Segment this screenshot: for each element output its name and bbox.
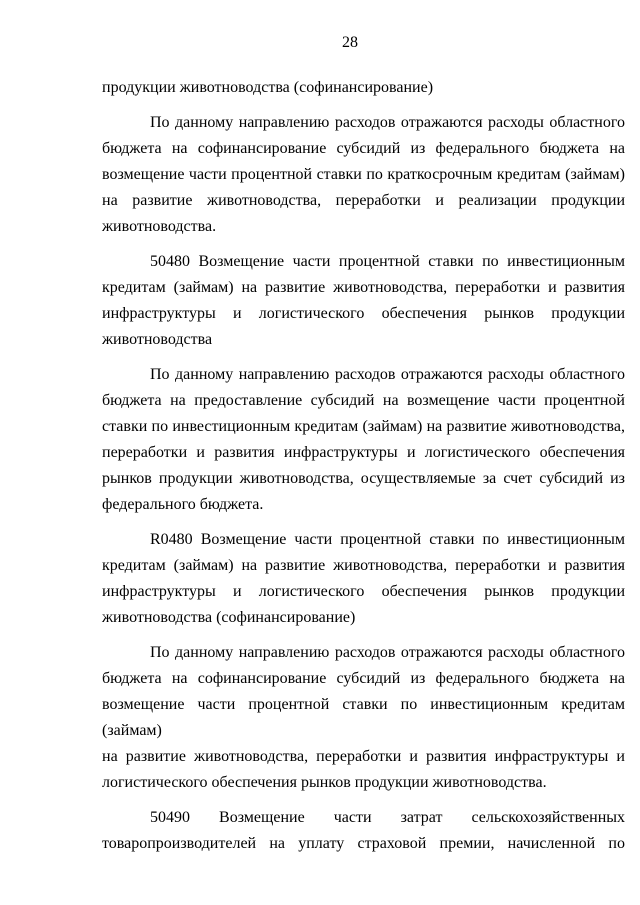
text-line: логистического обеспечения рынков продукции животноводства.: [102, 774, 547, 791]
text-line: По данному направлению расходов отражаются расходы областного: [150, 644, 625, 661]
paragraph: [102, 110, 625, 240]
text-line: на развитие животноводства, переработки и реализации продукции: [102, 192, 625, 209]
paragraph: [102, 527, 625, 631]
text-line: продукции животноводства (софинансирование): [102, 79, 434, 96]
text-line: товаропроизводителей на уплату страховой премии, начисленной по: [102, 835, 625, 852]
paragraph: [102, 249, 625, 353]
text-line: животноводства: [102, 331, 213, 348]
text-line: ставки по инвестиционным кредитам (займам) на развитие животноводства,: [102, 418, 625, 435]
text-line: на развитие животноводства, переработки и развития инфраструктуры и: [102, 748, 625, 765]
paragraph: [102, 640, 625, 796]
text-line: инфраструктуры и логистического обеспечения рынков продукции: [102, 305, 625, 322]
text-line: кредитам (займам) на развитие животноводства, переработки и развития: [102, 557, 625, 574]
text-line: животноводства (софинансирование): [102, 609, 356, 626]
text-line: бюджета на софинансирование субсидий из федерального бюджета на: [102, 670, 625, 687]
text-line: По данному направлению расходов отражаются расходы областного: [150, 114, 625, 131]
paragraph: [102, 362, 625, 518]
text-line: бюджета на софинансирование субсидий из федерального бюджета на: [102, 140, 625, 157]
text-line: 50490 Возмещение части затрат сельскохозяйственных: [150, 809, 625, 826]
text-line: животноводства.: [102, 218, 217, 235]
text-line: рынков продукции животноводства, осуществляемые за счет субсидий из: [102, 470, 625, 487]
text-line: По данному направлению расходов отражаются расходы областного: [150, 366, 625, 383]
paragraph: [102, 75, 625, 101]
text-line: инфраструктуры и логистического обеспечения рынков продукции: [102, 583, 625, 600]
text-line: переработки и развития инфраструктуры и логистического обеспечения: [102, 444, 625, 461]
text-line: R0480 Возмещение части процентной ставки по инвестиционным: [150, 531, 625, 548]
text-line: возмещение части процентной ставки по краткосрочным кредитам (займам): [102, 166, 625, 183]
page-number: 28: [342, 34, 358, 51]
text-line: 50480 Возмещение части процентной ставки по инвестиционным: [150, 253, 625, 270]
text-line: федерального бюджета.: [102, 496, 264, 513]
text-line: бюджета на предоставление субсидий на возмещение части процентной: [102, 392, 625, 409]
text-line: возмещение части процентной ставки по инвестиционным кредитам (займам): [102, 696, 625, 739]
document-body: [102, 75, 625, 857]
text-line: кредитам (займам) на развитие животноводства, переработки и развития: [102, 279, 625, 296]
paragraph: [102, 805, 625, 857]
